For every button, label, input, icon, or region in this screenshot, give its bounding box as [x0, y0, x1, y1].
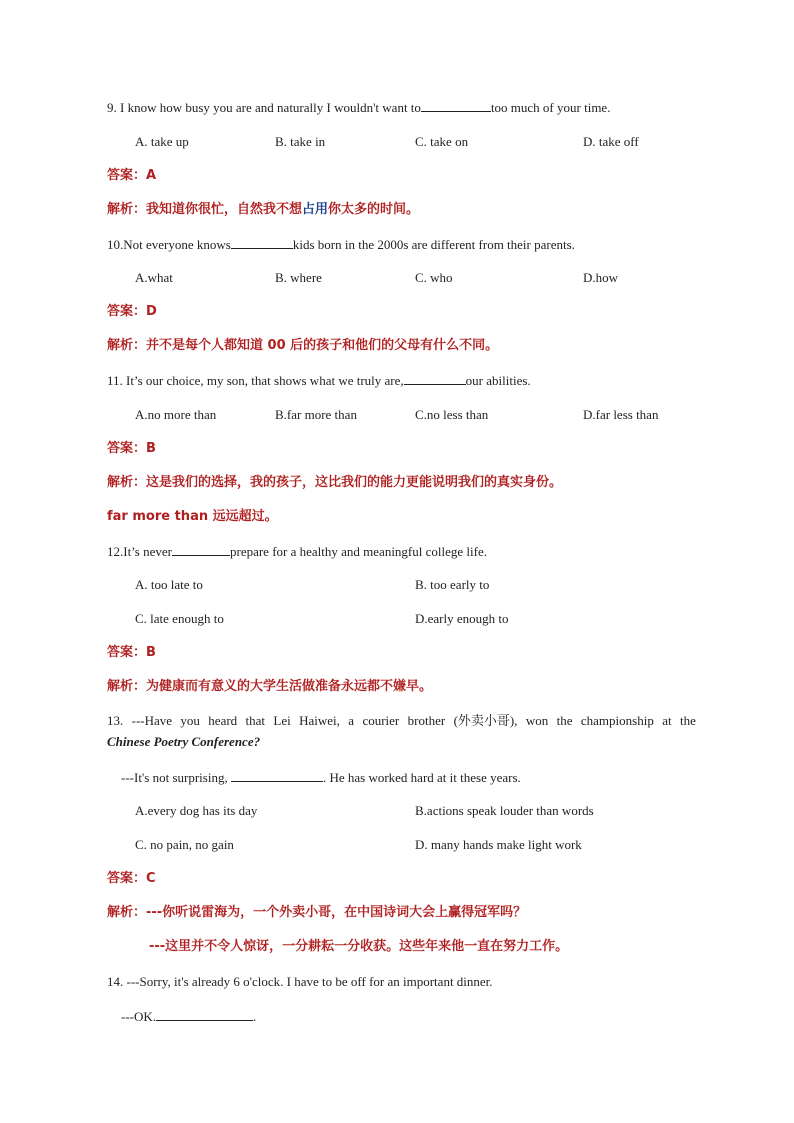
question-13-stem — [107, 713, 696, 729]
option-c: C. late enough to — [135, 611, 224, 626]
answer-line: 答案：C — [107, 871, 156, 886]
option-b: B. take in — [275, 134, 326, 149]
explanation-line — [107, 202, 419, 218]
stem-word: 13. — [107, 713, 124, 728]
question-9-stem-end: too much of your time. — [490, 100, 611, 115]
explanation-text-end: 你太多的时间。 — [328, 202, 420, 217]
stem-word: ---Have — [131, 713, 173, 728]
option-d: D. take off — [583, 134, 639, 149]
answer-line: 答案：B — [107, 441, 156, 456]
option-a: A.what — [135, 270, 173, 285]
question-14-reply-text: ---OK. — [121, 1009, 157, 1024]
answer-blank — [231, 769, 323, 782]
option-b: B.actions speak louder than words — [415, 803, 594, 818]
explanation-note: far more than 远远超过。 — [107, 509, 278, 524]
question-14-reply-end: . — [253, 1009, 257, 1024]
question-12-stem — [107, 543, 487, 560]
answer-blank — [404, 372, 466, 385]
answer-line: 答案：B — [107, 645, 156, 660]
question-10-stem-end: kids born in the 2000s are different from their parents. — [292, 237, 575, 252]
explanation-line: 解析：并不是每个人都知道 00 后的孩子和他们的父母有什么不同。 — [107, 338, 499, 353]
question-13-reply-text: ---It's not surprising, — [121, 770, 228, 785]
explanation-line-2: ---这里并不令人惊讶，一分耕耘一分收获。这些年来他一直在努力工作。 — [149, 939, 569, 954]
option-b: B.far more than — [275, 407, 357, 422]
stem-word: a — [348, 713, 355, 728]
stem-word: won — [525, 713, 549, 728]
option-c: C. who — [415, 270, 453, 285]
question-14-stem: 14. ---Sorry, it's already 6 o'clock. I have to be off for an important dinner. — [107, 974, 493, 989]
question-9-stem-text: 9. I know how busy you are and naturally I wouldn't want to — [107, 100, 421, 115]
option-a: A.no more than — [135, 407, 217, 422]
explanation-text: 解析：我知道你很忙，自然我不想 — [107, 202, 303, 217]
question-12-stem-text: 12.It’s never — [107, 544, 172, 559]
option-c: C. take on — [415, 134, 469, 149]
stem-word: the — [556, 713, 573, 728]
stem-word: heard — [208, 713, 238, 728]
question-10-stem — [107, 236, 575, 253]
answer-blank — [231, 236, 293, 249]
answer-blank — [421, 99, 491, 112]
question-14-reply — [121, 1008, 256, 1025]
stem-word: Haiwei, — [299, 713, 340, 728]
stem-word: brother — [407, 713, 446, 728]
question-11-stem — [107, 372, 531, 389]
stem-word: at — [662, 713, 672, 728]
question-9-stem — [107, 99, 610, 116]
answer-line: 答案：D — [107, 304, 157, 319]
option-d: D. many hands make light work — [415, 837, 582, 852]
question-11-stem-end: our abilities. — [465, 373, 531, 388]
option-b: B. where — [275, 270, 322, 285]
option-d: D.early enough to — [415, 611, 509, 626]
explanation-line: 解析：这是我们的选择，我的孩子，这比我们的能力更能说明我们的真实身份。 — [107, 475, 563, 490]
question-12-stem-end: prepare for a healthy and meaningful college life. — [229, 544, 487, 559]
explanation-line: 解析：为健康而有意义的大学生活做准备永远都不嫌早。 — [107, 679, 433, 694]
question-11-stem-text: 11. It’s our choice, my son, that shows what we truly are, — [107, 373, 404, 388]
explanation-line: 解析：---你听说雷海为，一个外卖小哥，在中国诗词大会上赢得冠军吗？ — [107, 905, 527, 920]
stem-word: courier — [362, 713, 400, 728]
option-c: C. no pain, no gain — [135, 837, 234, 852]
stem-word: the — [679, 713, 696, 728]
question-13-reply-end: . He has worked hard at it these years. — [322, 770, 521, 785]
question-13-stem-line2: Chinese Poetry Conference? — [107, 734, 261, 749]
option-a: A.every dog has its day — [135, 803, 258, 818]
option-d: D.far less than — [583, 407, 659, 422]
option-c: C.no less than — [415, 407, 489, 422]
answer-blank — [172, 543, 230, 556]
stem-word: championship — [580, 713, 654, 728]
answer-blank — [156, 1008, 253, 1021]
option-d: D.how — [583, 270, 619, 285]
option-a: A. too late to — [135, 577, 203, 592]
option-a: A. take up — [135, 134, 189, 149]
stem-word: Lei — [273, 713, 291, 728]
stem-word: that — [245, 713, 266, 728]
explanation-highlight: 占用 — [302, 202, 329, 217]
answer-line: 答案：A — [107, 168, 157, 183]
stem-word: (外卖小哥), — [453, 713, 518, 728]
stem-word: you — [180, 713, 200, 728]
question-10-stem-text: 10.Not everyone knows — [107, 237, 231, 252]
option-b: B. too early to — [415, 577, 490, 592]
question-13-reply — [121, 769, 521, 786]
